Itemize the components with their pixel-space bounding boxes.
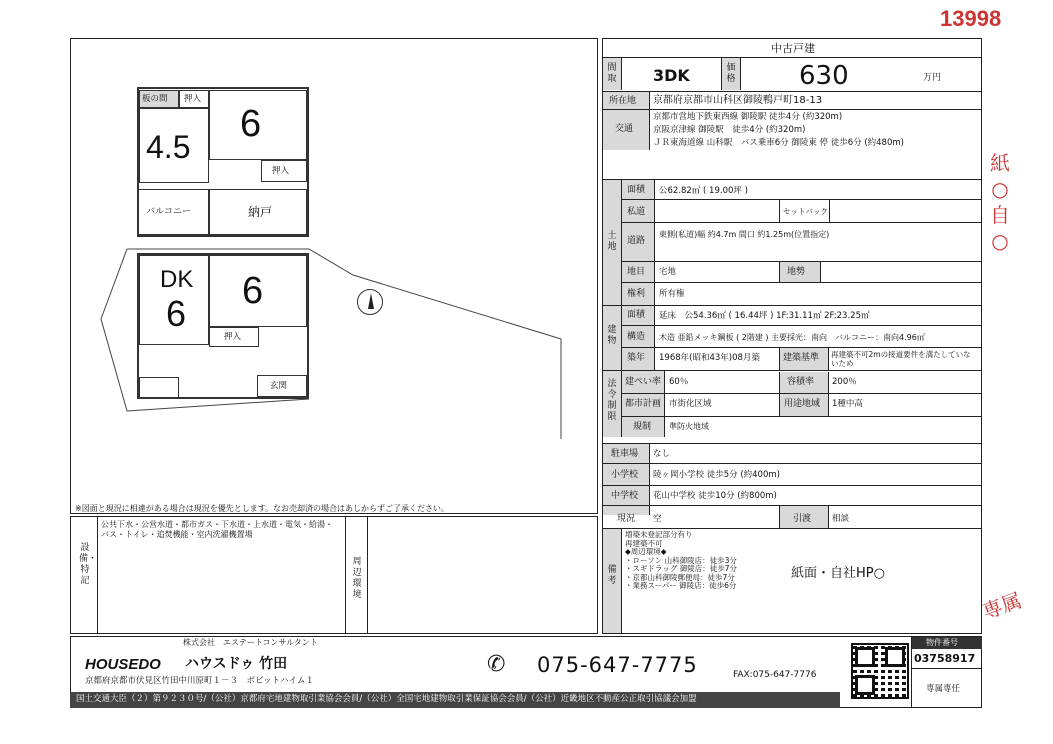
north-arrow-icon (357, 289, 383, 315)
exclusive-label: 専属専任 (926, 684, 961, 694)
built-label: 築年 (627, 353, 646, 363)
room-6a: 6 (209, 90, 307, 160)
balcony: バルコニー (137, 189, 209, 235)
price-unit: 万円 (923, 73, 942, 83)
far-label: 容積率 (787, 377, 815, 387)
transport-line2: 京阪京津線 御陵駅 徒歩4分 (約320m) (653, 125, 806, 135)
location-value: 京都府京都市山科区御陵鴨戸町18-13 (653, 95, 823, 106)
zone-label: 用途地域 (784, 399, 821, 409)
plan-value: 市街化区域 (669, 399, 712, 409)
rights-value: 所有権 (659, 289, 685, 299)
remarks-label: 備考 (607, 565, 617, 586)
standard-value: 再建築不可2mの接道要件を満たしていないため (831, 350, 971, 368)
law-section: 法令制限 (607, 379, 617, 422)
shop-address: 京都府京都市伏見区竹田中川原町１－３ ボビットハイム１ (85, 676, 314, 686)
handwritten-note-right: 紙○自○ (990, 151, 1010, 253)
info-table (602, 38, 982, 634)
structure-label: 構造 (627, 332, 646, 342)
terrain-label: 地勢 (787, 267, 806, 277)
phone-icon: ✆ (487, 652, 506, 677)
oshiire-1: 押入 (179, 90, 209, 108)
property-no-box (911, 637, 982, 707)
land-area: 公62.82㎡ ( 19.00坪 ) (659, 186, 748, 196)
property-no: 03758917 (914, 652, 976, 665)
brand-logo: HOUSEDO (85, 656, 161, 673)
elementary-label: 小学校 (611, 470, 639, 480)
room-6b: 6 (209, 255, 307, 327)
oshiire-2: 押入 (261, 160, 307, 182)
zone-value: 1種中高 (832, 399, 863, 409)
category-label: 地目 (627, 267, 646, 277)
facilities-line1: 公共下水・公営水道・都市ガス・下水道・上水道・電気・給湯・ (101, 520, 333, 529)
transport-label: 交通 (615, 124, 634, 134)
layout-label: 間取 (607, 63, 617, 84)
handover-label: 引渡 (793, 514, 812, 524)
price-label: 価格 (726, 63, 736, 84)
property-no-label: 物件番号 (926, 638, 958, 647)
env-label: 周辺環境 (352, 557, 362, 600)
shop-name: ハウスドゥ 竹田 (185, 656, 288, 672)
building-section: 建物 (607, 325, 617, 346)
floorplan-note: ※図面と現況に相違がある場合は現況を優先とします。なお売却済の場合はあしからずご了承ください。 (75, 504, 450, 513)
private-road-label: 私道 (627, 207, 646, 217)
built-value: 1968年(昭和43年)08月築 (659, 353, 760, 363)
elementary-value: 陵ヶ岡小学校 徒歩5分 (約400m) (653, 470, 780, 480)
room-dk: DK 6 (139, 255, 209, 345)
bcr-label: 建ぺい率 (625, 377, 662, 387)
nando: 納戸 (209, 189, 307, 235)
reg-label: 規制 (633, 422, 652, 432)
floorplan-panel (70, 38, 598, 514)
qr-code (851, 643, 909, 699)
license-text: 国土交通大臣（２）第９２３０号/（公社）京都府宅地建物取引業協会会員/（公社）全国宅地建物取引業保証協会会員/（公社）近畿地区不動産公正取引協議会加盟 (76, 694, 697, 704)
parking-label: 駐車場 (611, 449, 639, 459)
building-area-label: 面積 (627, 310, 646, 320)
reg-value: 準防火地域 (669, 422, 709, 431)
corner-id: 13998 (940, 6, 1002, 31)
rights-label: 権利 (627, 289, 646, 299)
road-value: 東側(私道)幅 約4.7m 間口 約1.25m(位置指定) (659, 230, 830, 239)
status-value: 空 (653, 514, 662, 524)
structure-value: 木造 亜鉛メッキ鋼板 ( 2階建 ) 主要採光：南向 バルコニー：南向4.96㎡ (659, 333, 925, 342)
road-label: 道路 (627, 236, 646, 246)
license-bar (70, 692, 840, 708)
company-name: 株式会社 エステートコンサルタント (183, 638, 318, 647)
junior-label: 中学校 (611, 491, 639, 501)
site-outline (71, 39, 599, 515)
itanoma: 板の間 (139, 90, 179, 108)
tel-number: 075-647-7775 (537, 653, 698, 677)
remarks-list: 増築未登記部分有り 再建築不可 ◆周辺環境◆ ・ローソン 山科御陵店：徒歩3分 ・スギドラッグ 御陵店：徒歩7分 ・京都山科御陵郵便局：徒歩7分 ・業務スーパー 御陵店：徒歩6分 (625, 530, 738, 590)
setback-label: セットバック (783, 207, 828, 216)
oshiire-3: 押入 (209, 327, 259, 347)
transport-line1: 京都市営地下鉄東西線 御陵駅 徒歩4分 (約320m) (653, 112, 843, 122)
location-label: 所在地 (609, 96, 637, 106)
land-area-label: 面積 (627, 185, 646, 195)
junior-value: 花山中学校 徒歩10分 (約800m) (653, 491, 777, 501)
genkan: 玄関 (257, 375, 307, 397)
facilities-line2: バス・トイレ・追焚機能・室内洗濯機置場 (101, 530, 253, 539)
status-label: 現況 (617, 514, 636, 524)
standard-label: 建築基準 (783, 353, 820, 363)
page-title: 中古戸建 (771, 42, 815, 55)
facilities-label: 設備・特記 (79, 543, 98, 586)
parking-value: なし (653, 449, 671, 459)
handwritten-note-bottom: 専属 (979, 587, 1025, 625)
building-area: 延床 公54.36㎡ ( 16.44坪 ) 1F:31.11㎡ 2F:23.25㎡ (659, 311, 870, 321)
handover-value: 相談 (832, 514, 850, 524)
price-value: 630 (799, 61, 849, 91)
category-value: 宅地 (659, 267, 677, 277)
transport-line3: ＪＲ東海道線 山科駅 バス乗車6分 御陵東 停 徒歩6分 (約480m) (653, 138, 904, 148)
facilities-panel (70, 516, 598, 634)
fax-number: FAX:075-647-7776 (733, 670, 817, 680)
room-4-5: 4.5 (139, 108, 209, 183)
land-section: 土地 (607, 231, 617, 252)
remarks-stamp: 紙面・自社HP○ (791, 566, 885, 581)
plan-label: 都市計画 (625, 399, 662, 409)
layout-value: 3DK (653, 66, 690, 85)
bcr-value: 60％ (669, 377, 689, 387)
far-value: 200％ (832, 377, 857, 387)
